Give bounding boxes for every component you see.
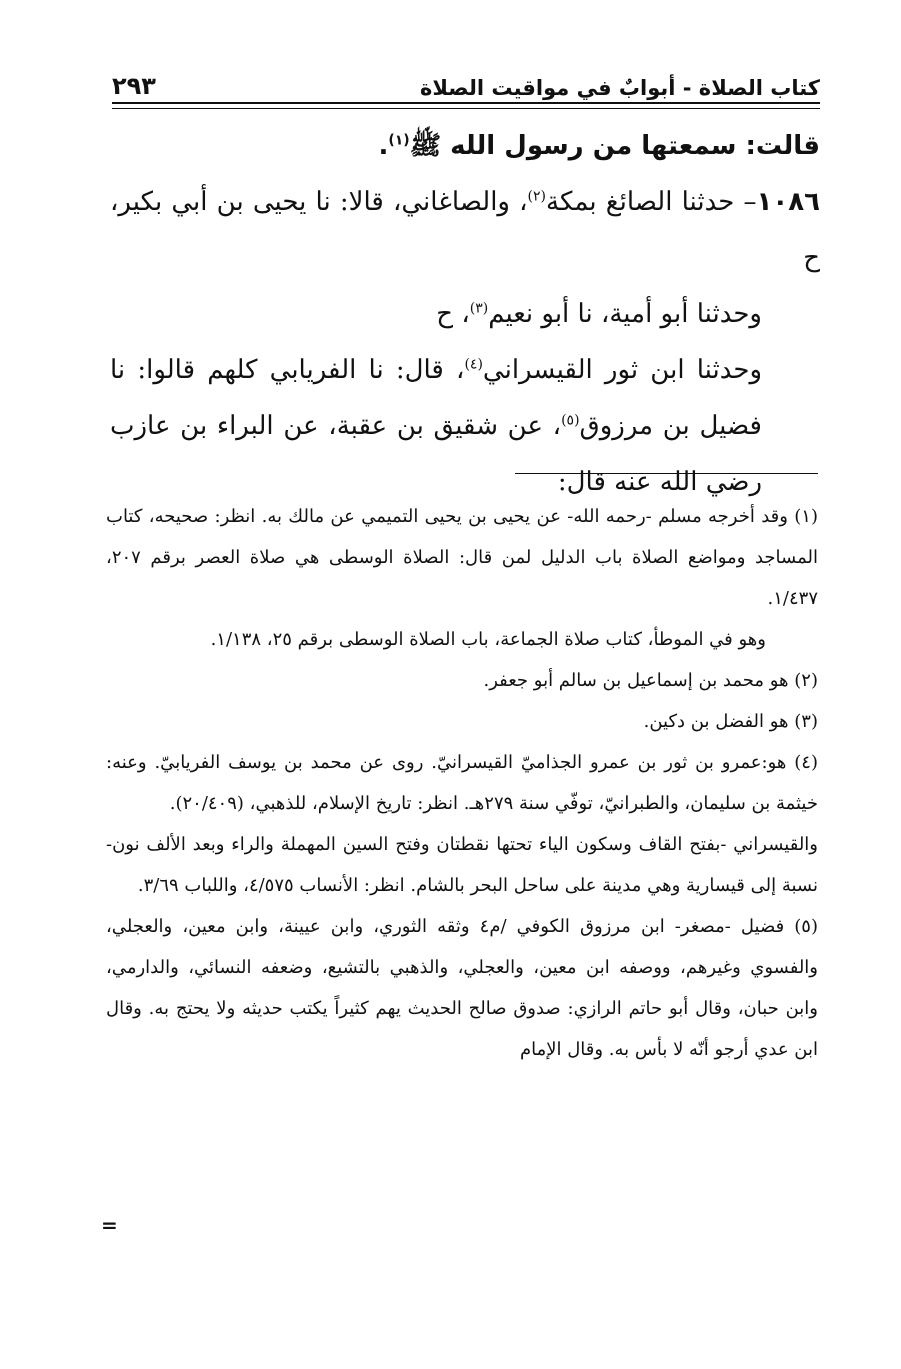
header-rule-thick: [112, 102, 820, 104]
footnotes: [106, 496, 818, 1070]
hadith-number: ١٠٨٦: [756, 187, 820, 217]
main-line-1-end: .: [378, 131, 389, 161]
hadith-paragraph: [110, 174, 820, 286]
hadith-text-b: ، والصاغاني، قالا: نا يحيى بن أبي بكير، ح: [110, 187, 820, 273]
hadith-text-a: – حدثنا الصائغ بمكة: [546, 187, 757, 217]
chain-line-3: [110, 342, 820, 510]
page-number: ٢٩٣: [112, 72, 156, 100]
running-header: [112, 62, 820, 100]
footnote-1: (١) وقد أخرجه مسلم -رحمه الله- عن يحيى بن يحيى التميمي عن مالك به. انظر: صحيحه، كتاب المساجد ومواضع الصلاة باب الدليل لمن قال: الصلاة الوسطى هي صلاة العصر برقم ٢٠٧، ١/٤٣٧.: [106, 506, 818, 609]
footnote-separator: [515, 473, 818, 474]
chain-text-a: وحدثنا أبو أمية، نا أبو نعيم: [488, 299, 762, 329]
footnote-ref-5: (٥): [561, 412, 580, 429]
footnote-ref-2: (٢): [527, 188, 547, 205]
continuation-mark: =: [101, 1213, 118, 1237]
chain-text-b: ، ح: [436, 299, 470, 329]
header-rule-thin: [112, 108, 820, 109]
footnote-ref-3: (٣): [469, 300, 489, 317]
chain-text-e: ، عن شقيق بن عقبة، عن البراء بن عازب رضي الله عنه قال:: [110, 411, 762, 497]
header-title: كتاب الصلاة - أبوابٌ في مواقيت الصلاة: [419, 76, 820, 100]
main-line-1: [110, 118, 820, 174]
main-text: [110, 118, 820, 510]
footnote-ref-1: (١): [388, 132, 410, 149]
chain-text-d: ، قال: نا الفريابي كلهم قالوا: نا فضيل بن مرزوق: [110, 355, 762, 441]
footnote-2: (٢) هو محمد بن إسماعيل بن سالم أبو جعفر.: [483, 670, 818, 691]
footnote-ref-4: (٤): [464, 356, 483, 373]
footnote-5: (٥) فضيل -مصغر- ابن مرزوق الكوفي /م٤ وثقه الثوري، وابن عيينة، وابن معين، والعجلي، والفسوي وغيرهم، ووصفه ابن معين، والعجلي، والذهبي بالتشيع، وضعفه النسائي، والدارمي، وابن حبان، وقال أبو حاتم الرازي: صدوق صالح الحديث يهم كثيراً يكتب حديثه ولا يحتج به. وقال ابن عدي أرجو أنّه لا بأس به. وقال الإمام: [106, 916, 818, 1060]
footnote-4-continued: والقيسراني -بفتح القاف وسكون الياء تحتها نقطتان وفتح السين المهملة والراء وبعد الألف نون- نسبة إلى قيسارية وهي مدينة على ساحل البحر بالشام. انظر: الأنساب ٤/٥٧٥، واللباب ٣/٦٩.: [106, 834, 818, 896]
footnote-3: (٣) هو الفضل بن دكين.: [643, 711, 818, 732]
chain-line-2: [110, 286, 820, 342]
footnote-4: (٤) هو:عمرو بن ثور بن عمرو الجذاميّ القيسرانيّ. روى عن محمد بن يوسف الفريابيّ. وعنه: خيثمة بن سليمان، والطبرانيّ، توفّي سنة ٢٧٩هـ. انظر: تاريخ الإسلام، للذهبي، (٢٠/٤٠٩).: [106, 752, 818, 814]
footnote-1-continued: وهو في الموطأ، كتاب صلاة الجماعة، باب الصلاة الوسطى برقم ٢٥، ١/١٣٨.: [210, 629, 766, 650]
chain-text-c: وحدثنا ابن ثور القيسراني: [482, 355, 762, 385]
main-line-1-text: قالت: سمعتها من رسول الله ﷺ: [409, 131, 820, 161]
